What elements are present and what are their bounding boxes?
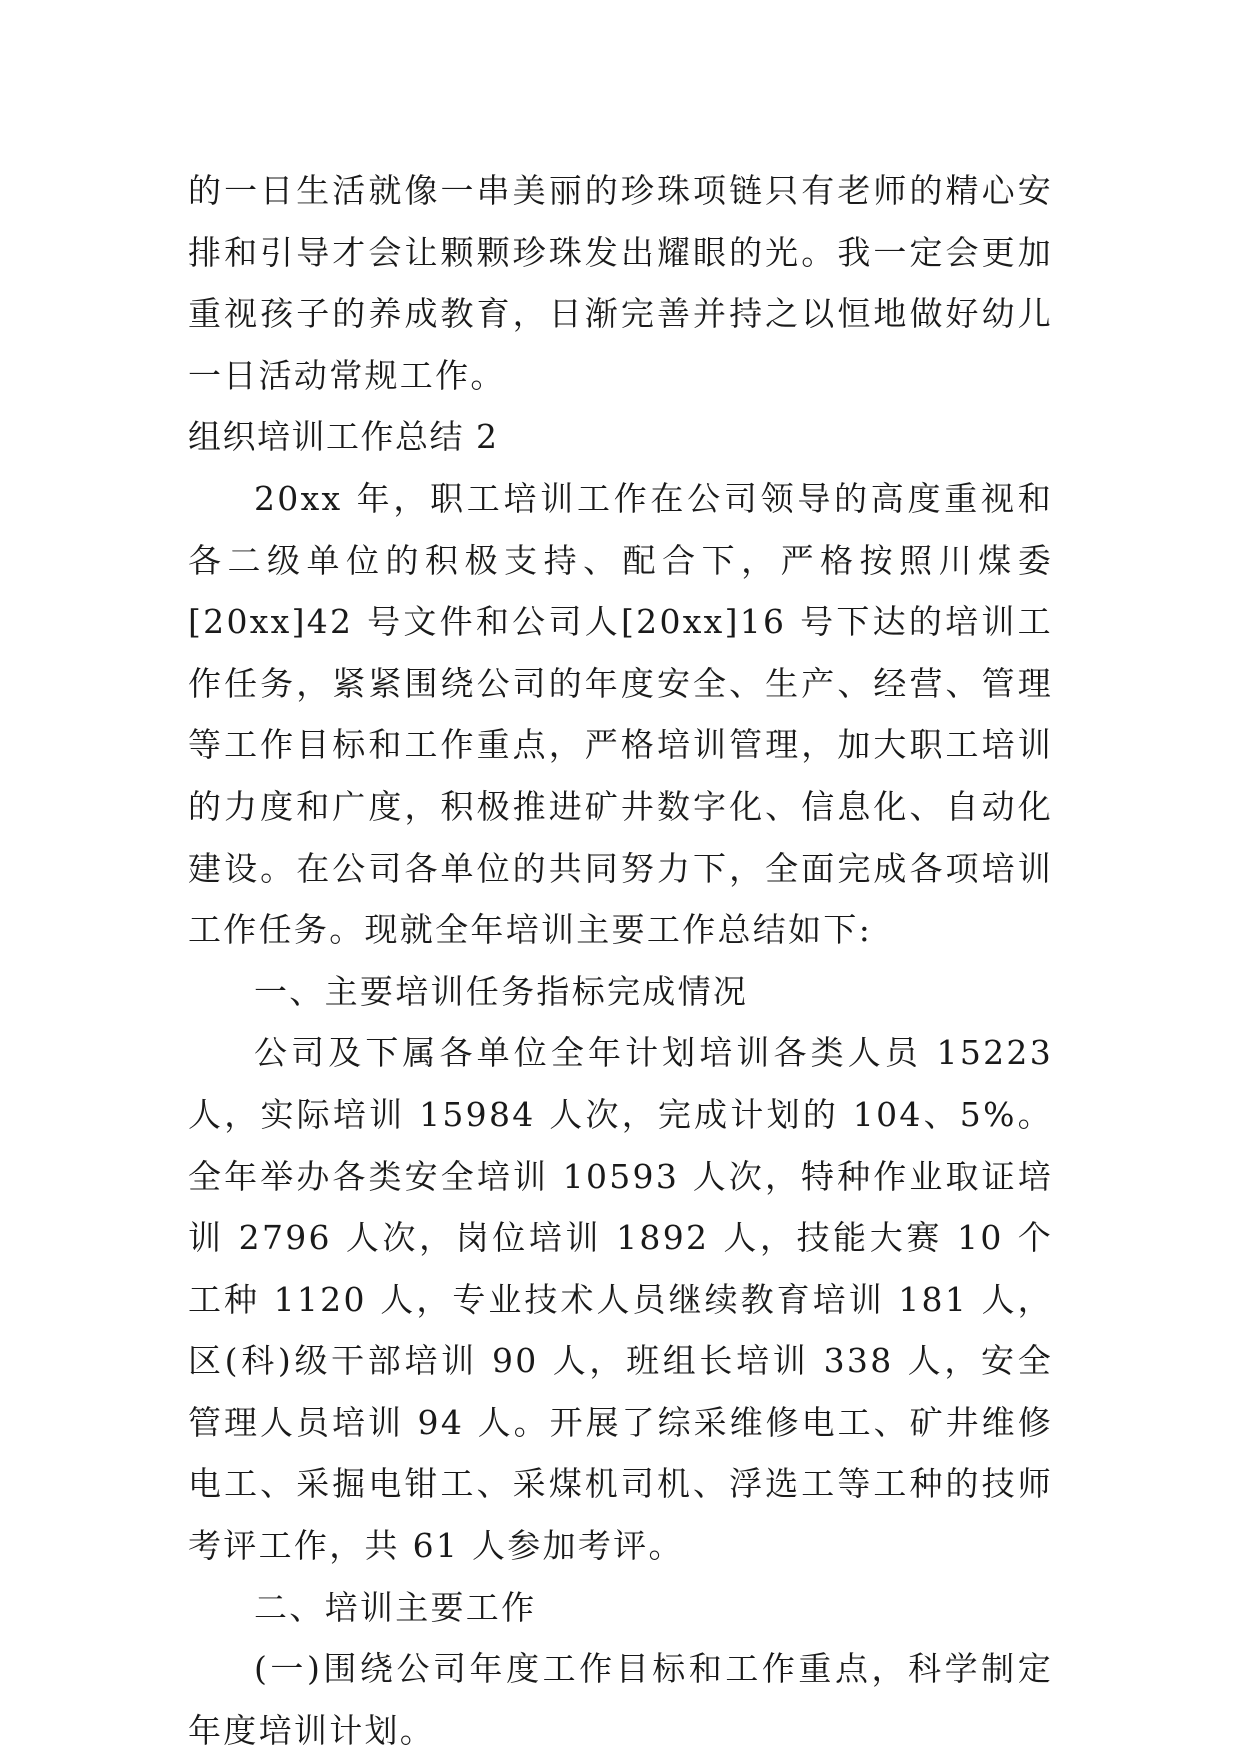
paragraph-plan: (一)围绕公司年度工作目标和工作重点，科学制定年度培训计划。 [188,1649,1053,1750]
document-body [188,160,1053,1761]
paragraph-indicators: 公司及下属各单位全年计划培训各类人员 15223 人，实际培训 15984 人次，完成计划的 104、5%。全年举办各类安全培训 10593 人次，特种作业取证培训 2796 人次，岗位培训 1892 人，技能大赛 10 个工种 1120 人，专业技术人员继续教育培训 181 人，区(科)级干部培训 90 人，班组长培训 338 人，安全管理人员培训 94 人。开展了综采维修电工、矿井维修电工、采掘电钳工、采煤机司机、浮选工等工种的技师考评工作，共 61 人参加考评。 [188,1033,1053,1566]
subheading-indicators: 一、主要培训任务指标完成情况 [254,971,749,1011]
subheading-main-work: 二、培训主要工作 [254,1587,537,1627]
section-title: 组织培训工作总结 2 [188,417,499,457]
paragraph-continuation: 的一日生活就像一串美丽的珍珠项链只有老师的精心安排和引导才会让颗颗珍珠发出耀眼的光。我一定会更加重视孩子的养成教育，日渐完善并持之以恒地做好幼儿一日活动常规工作。 [188,171,1053,395]
paragraph-intro: 20xx 年，职工培训工作在公司领导的高度重视和各二级单位的积极支持、配合下，严格按照川煤委[20xx]42 号文件和公司人[20xx]16 号下达的培训工作任务，紧紧围绕公司的年度安全、生产、经营、管理等工作目标和工作重点，严格培训管理，加大职工培训的力度和广度，积极推进矿井数字化、信息化、自动化建设。在公司各单位的共同努力下，全面完成各项培训工作任务。现就全年培训主要工作总结如下: [188,478,1053,950]
